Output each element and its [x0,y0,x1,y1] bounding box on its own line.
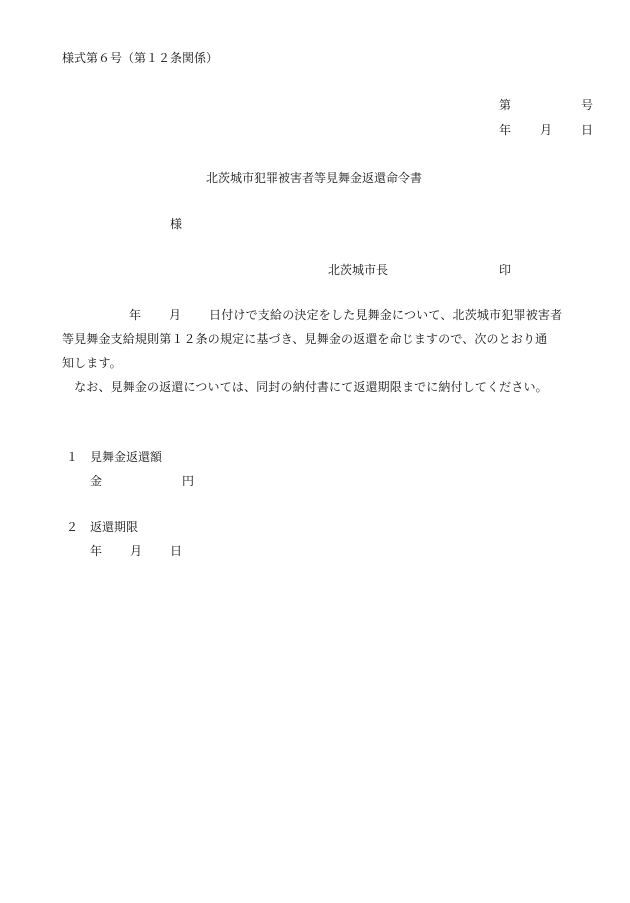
item-1-heading: 見舞金返還額 [90,450,163,464]
body-line-4: なお、見舞金の返還については、同封の納付書にて返還期限までに納付してください。 [62,380,548,394]
issuer-seal: 印 [499,263,512,277]
item-2-heading: 返還期限 [90,520,139,534]
body-line-3: 知します。 [62,356,122,370]
header-date-month: 月 [540,123,553,137]
item-2-date-day: 日 [170,544,183,558]
item-1-amount-prefix: 金 [90,474,103,488]
item-1-amount-suffix: 円 [182,474,195,488]
addressee-honorific: 様 [170,217,183,231]
item-2-date-month: 月 [130,544,143,558]
number-prefix: 第 [499,98,512,112]
header-date-year: 年 [499,123,512,137]
number-suffix: 号 [581,98,594,112]
body-date-month: 月 [169,308,182,322]
form-label: 様式第６号（第１２条関係） [62,51,219,65]
item-2-number: ２ [66,520,79,534]
item-1-number: １ [66,450,79,464]
body-line-2: 等見舞金支給規則第１２条の規定に基づき、見舞金の返還を命じますので、次のとおり通 [62,332,548,346]
header-date-day: 日 [581,123,594,137]
item-2-date-year: 年 [90,544,103,558]
issuer-name: 北茨城市長 [328,263,389,277]
body-line-1: 日付けで支給の決定をした見舞金について、北茨城市犯罪被害者 [209,308,563,322]
body-date-year: 年 [129,308,142,322]
document-title: 北茨城市犯罪被害者等見舞金返還命令書 [206,171,423,185]
